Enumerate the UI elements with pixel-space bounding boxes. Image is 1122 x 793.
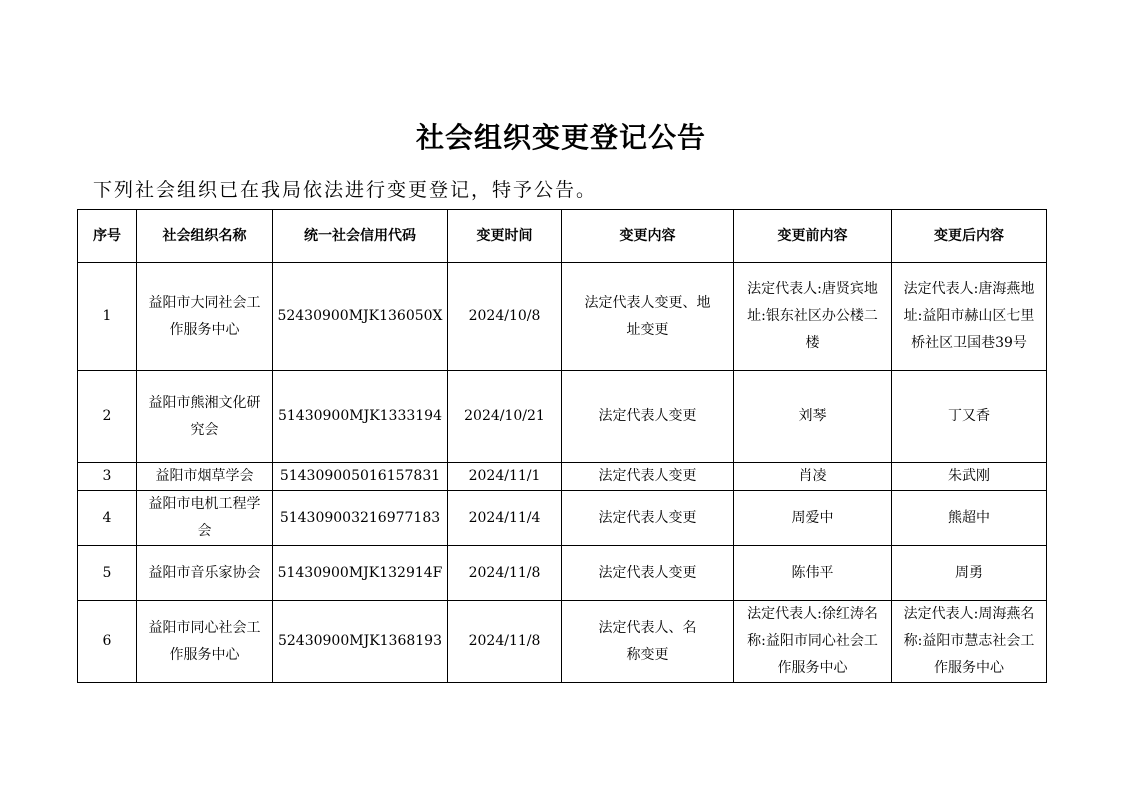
cell-org-name: 益阳市电机工程学会 — [137, 491, 273, 546]
cell-credit-code: 52430900MJK1368193 — [273, 601, 448, 683]
cell-org-name: 益阳市音乐家协会 — [137, 546, 273, 601]
change-registration-table — [77, 209, 1047, 683]
table-row — [78, 371, 1047, 463]
cell-change-content: 法定代表人变更 — [562, 463, 734, 491]
cell-before-content: 法定代表人:唐贤宾地址:银东社区办公楼二楼 — [734, 263, 892, 371]
cell-change-content: 法定代表人变更、地址变更 — [562, 263, 734, 371]
cell-before-content: 刘琴 — [734, 371, 892, 463]
cell-before-content: 肖凌 — [734, 463, 892, 491]
cell-change-date: 2024/11/1 — [448, 463, 562, 491]
cell-credit-code: 51430900MJK1333194 — [273, 371, 448, 463]
cell-no: 4 — [78, 491, 137, 546]
cell-change-date: 2024/10/21 — [448, 371, 562, 463]
cell-credit-code: 52430900MJK136050X — [273, 263, 448, 371]
cell-change-content: 法定代表人、名称变更 — [562, 601, 734, 683]
cell-no: 2 — [78, 371, 137, 463]
cell-credit-code: 514309005016157831 — [273, 463, 448, 491]
header-no: 序号 — [78, 210, 137, 263]
cell-after-content: 丁又香 — [892, 371, 1047, 463]
cell-no: 3 — [78, 463, 137, 491]
header-before-content: 变更前内容 — [734, 210, 892, 263]
header-change-date: 变更时间 — [448, 210, 562, 263]
header-after-content: 变更后内容 — [892, 210, 1047, 263]
cell-after-content: 法定代表人:周海燕名称:益阳市慧志社会工作服务中心 — [892, 601, 1047, 683]
cell-credit-code: 51430900MJK132914F — [273, 546, 448, 601]
cell-org-name: 益阳市熊湘文化研究会 — [137, 371, 273, 463]
table-row — [78, 463, 1047, 491]
table-header-row — [78, 210, 1047, 263]
cell-change-content: 法定代表人变更 — [562, 371, 734, 463]
cell-before-content: 陈伟平 — [734, 546, 892, 601]
cell-change-content: 法定代表人变更 — [562, 546, 734, 601]
header-org-name: 社会组织名称 — [137, 210, 273, 263]
cell-after-content: 法定代表人:唐海燕地址:益阳市赫山区七里桥社区卫国巷39号 — [892, 263, 1047, 371]
cell-before-content: 法定代表人:徐红涛名称:益阳市同心社会工作服务中心 — [734, 601, 892, 683]
intro-paragraph: 下列社会组织已在我局依法进行变更登记，特予公告。 — [93, 179, 598, 201]
cell-org-name: 益阳市大同社会工作服务中心 — [137, 263, 273, 371]
cell-after-content: 朱武刚 — [892, 463, 1047, 491]
cell-no: 6 — [78, 601, 137, 683]
cell-credit-code: 514309003216977183 — [273, 491, 448, 546]
cell-org-name: 益阳市同心社会工作服务中心 — [137, 601, 273, 683]
cell-after-content: 熊超中 — [892, 491, 1047, 546]
cell-after-content: 周勇 — [892, 546, 1047, 601]
page-title: 社会组织变更登记公告 — [415, 121, 706, 154]
table-row — [78, 601, 1047, 683]
cell-before-content: 周爱中 — [734, 491, 892, 546]
table-row — [78, 491, 1047, 546]
cell-org-name: 益阳市烟草学会 — [137, 463, 273, 491]
table-row — [78, 546, 1047, 601]
cell-no: 1 — [78, 263, 137, 371]
cell-change-date: 2024/11/4 — [448, 491, 562, 546]
cell-no: 5 — [78, 546, 137, 601]
header-credit-code: 统一社会信用代码 — [273, 210, 448, 263]
cell-change-date: 2024/11/8 — [448, 546, 562, 601]
cell-change-date: 2024/11/8 — [448, 601, 562, 683]
table-row — [78, 263, 1047, 371]
cell-change-content: 法定代表人变更 — [562, 491, 734, 546]
header-change-content: 变更内容 — [562, 210, 734, 263]
cell-change-date: 2024/10/8 — [448, 263, 562, 371]
